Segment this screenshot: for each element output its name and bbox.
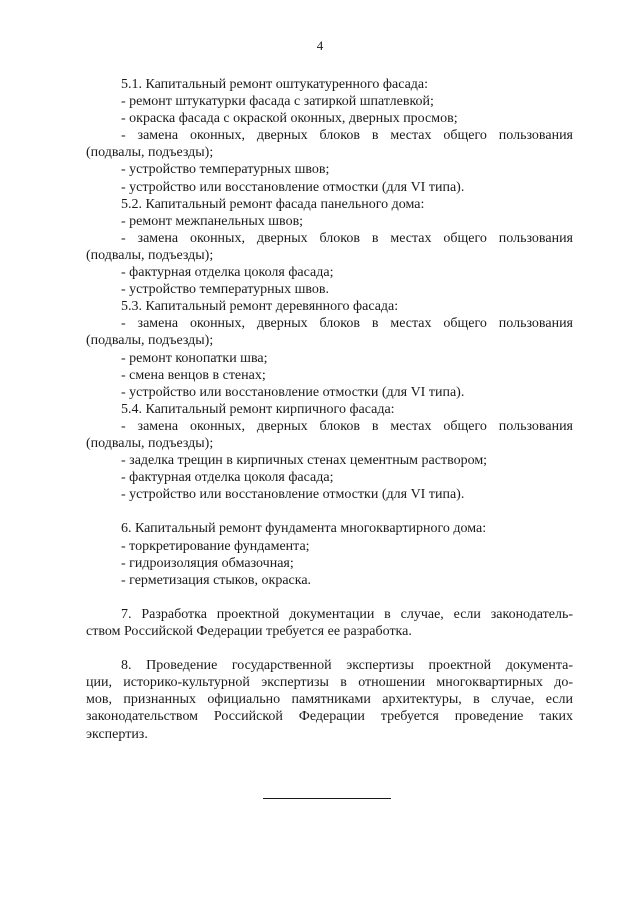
- page-number: 4: [316, 38, 324, 53]
- document-line: экспертиз.: [86, 726, 148, 742]
- document-line: 5.4. Капитальный ремонт кирпичного фасада:: [121, 401, 395, 417]
- document-line: - замена оконных, дверных блоков в местах общего пользования: [121, 316, 573, 332]
- document-line: - окраска фасада с окраской оконных, дверных просмов;: [121, 111, 458, 127]
- document-line: - ремонт штукатурки фасада с затиркой шпатлевкой;: [121, 94, 434, 110]
- document-line: - заделка трещин в кирпичных стенах цементным раствором;: [121, 453, 488, 469]
- document-line: - замена оконных, дверных блоков в местах общего пользования: [121, 128, 573, 144]
- document-line: - устройство температурных швов.: [121, 282, 329, 298]
- paragraph-gap: [86, 640, 573, 657]
- document-body: [86, 76, 573, 743]
- document-line: - ремонт конопатки шва;: [121, 350, 268, 366]
- document-line: - устройство или восстановление отмостки (для VI типа).: [121, 384, 465, 400]
- document-line: - устройство или восстановление отмостки (для VI типа).: [121, 487, 465, 503]
- paragraph-gap: [86, 589, 573, 606]
- document-line: - фактурная отделка цоколя фасада;: [121, 470, 334, 486]
- document-line: - гидроизоляция обмазочная;: [121, 555, 294, 571]
- document-line: ции, историко-культурной экспертизы в отношении многоквартирных до-: [86, 675, 573, 691]
- paragraph-gap: [86, 503, 573, 520]
- document-line: - ремонт межпанельных швов;: [121, 213, 304, 229]
- document-line: - фактурная отделка цоколя фасада;: [121, 265, 334, 281]
- document-line: - смена венцов в стенах;: [121, 367, 266, 383]
- document-line: 5.1. Капитальный ремонт оштукатуренного фасада:: [121, 77, 429, 92]
- document-line: 5.3. Капитальный ремонт деревянного фасада:: [121, 299, 399, 315]
- document-line: (подвалы, подъезды);: [86, 333, 214, 349]
- document-line: (подвалы, подъезды);: [86, 435, 214, 451]
- document-line: (подвалы, подъезды);: [86, 247, 214, 263]
- document-line: - устройство или восстановление отмостки (для VI типа).: [121, 179, 465, 195]
- document-line: 8. Проведение государственной экспертизы проектной документа-: [121, 658, 573, 674]
- document-line: мов, признанных официально памятниками архитектуры, в случае, если: [86, 692, 573, 708]
- end-of-document-rule: [263, 798, 391, 799]
- document-line: - устройство температурных швов;: [121, 162, 330, 178]
- document-line: - замена оконных, дверных блоков в местах общего пользования: [121, 418, 573, 434]
- document-line: 6. Капитальный ремонт фундамента многоквартирного дома:: [121, 521, 487, 537]
- document-line: законодательством Российской Федерации требуется проведение таких: [86, 709, 573, 725]
- document-line: - замена оконных, дверных блоков в местах общего пользования: [121, 230, 573, 246]
- document-line: ством Российской Федерации требуется ее разработка.: [86, 624, 412, 639]
- document-line: 5.2. Капитальный ремонт фасада панельного дома:: [121, 196, 425, 212]
- document-line: - герметизация стыков, окраска.: [121, 572, 312, 588]
- document-line: 7. Разработка проектной документации в случае, если законодатель-: [121, 606, 573, 622]
- document-line: - торкретирование фундамента;: [121, 538, 310, 554]
- document-line: (подвалы, подъезды);: [86, 145, 214, 161]
